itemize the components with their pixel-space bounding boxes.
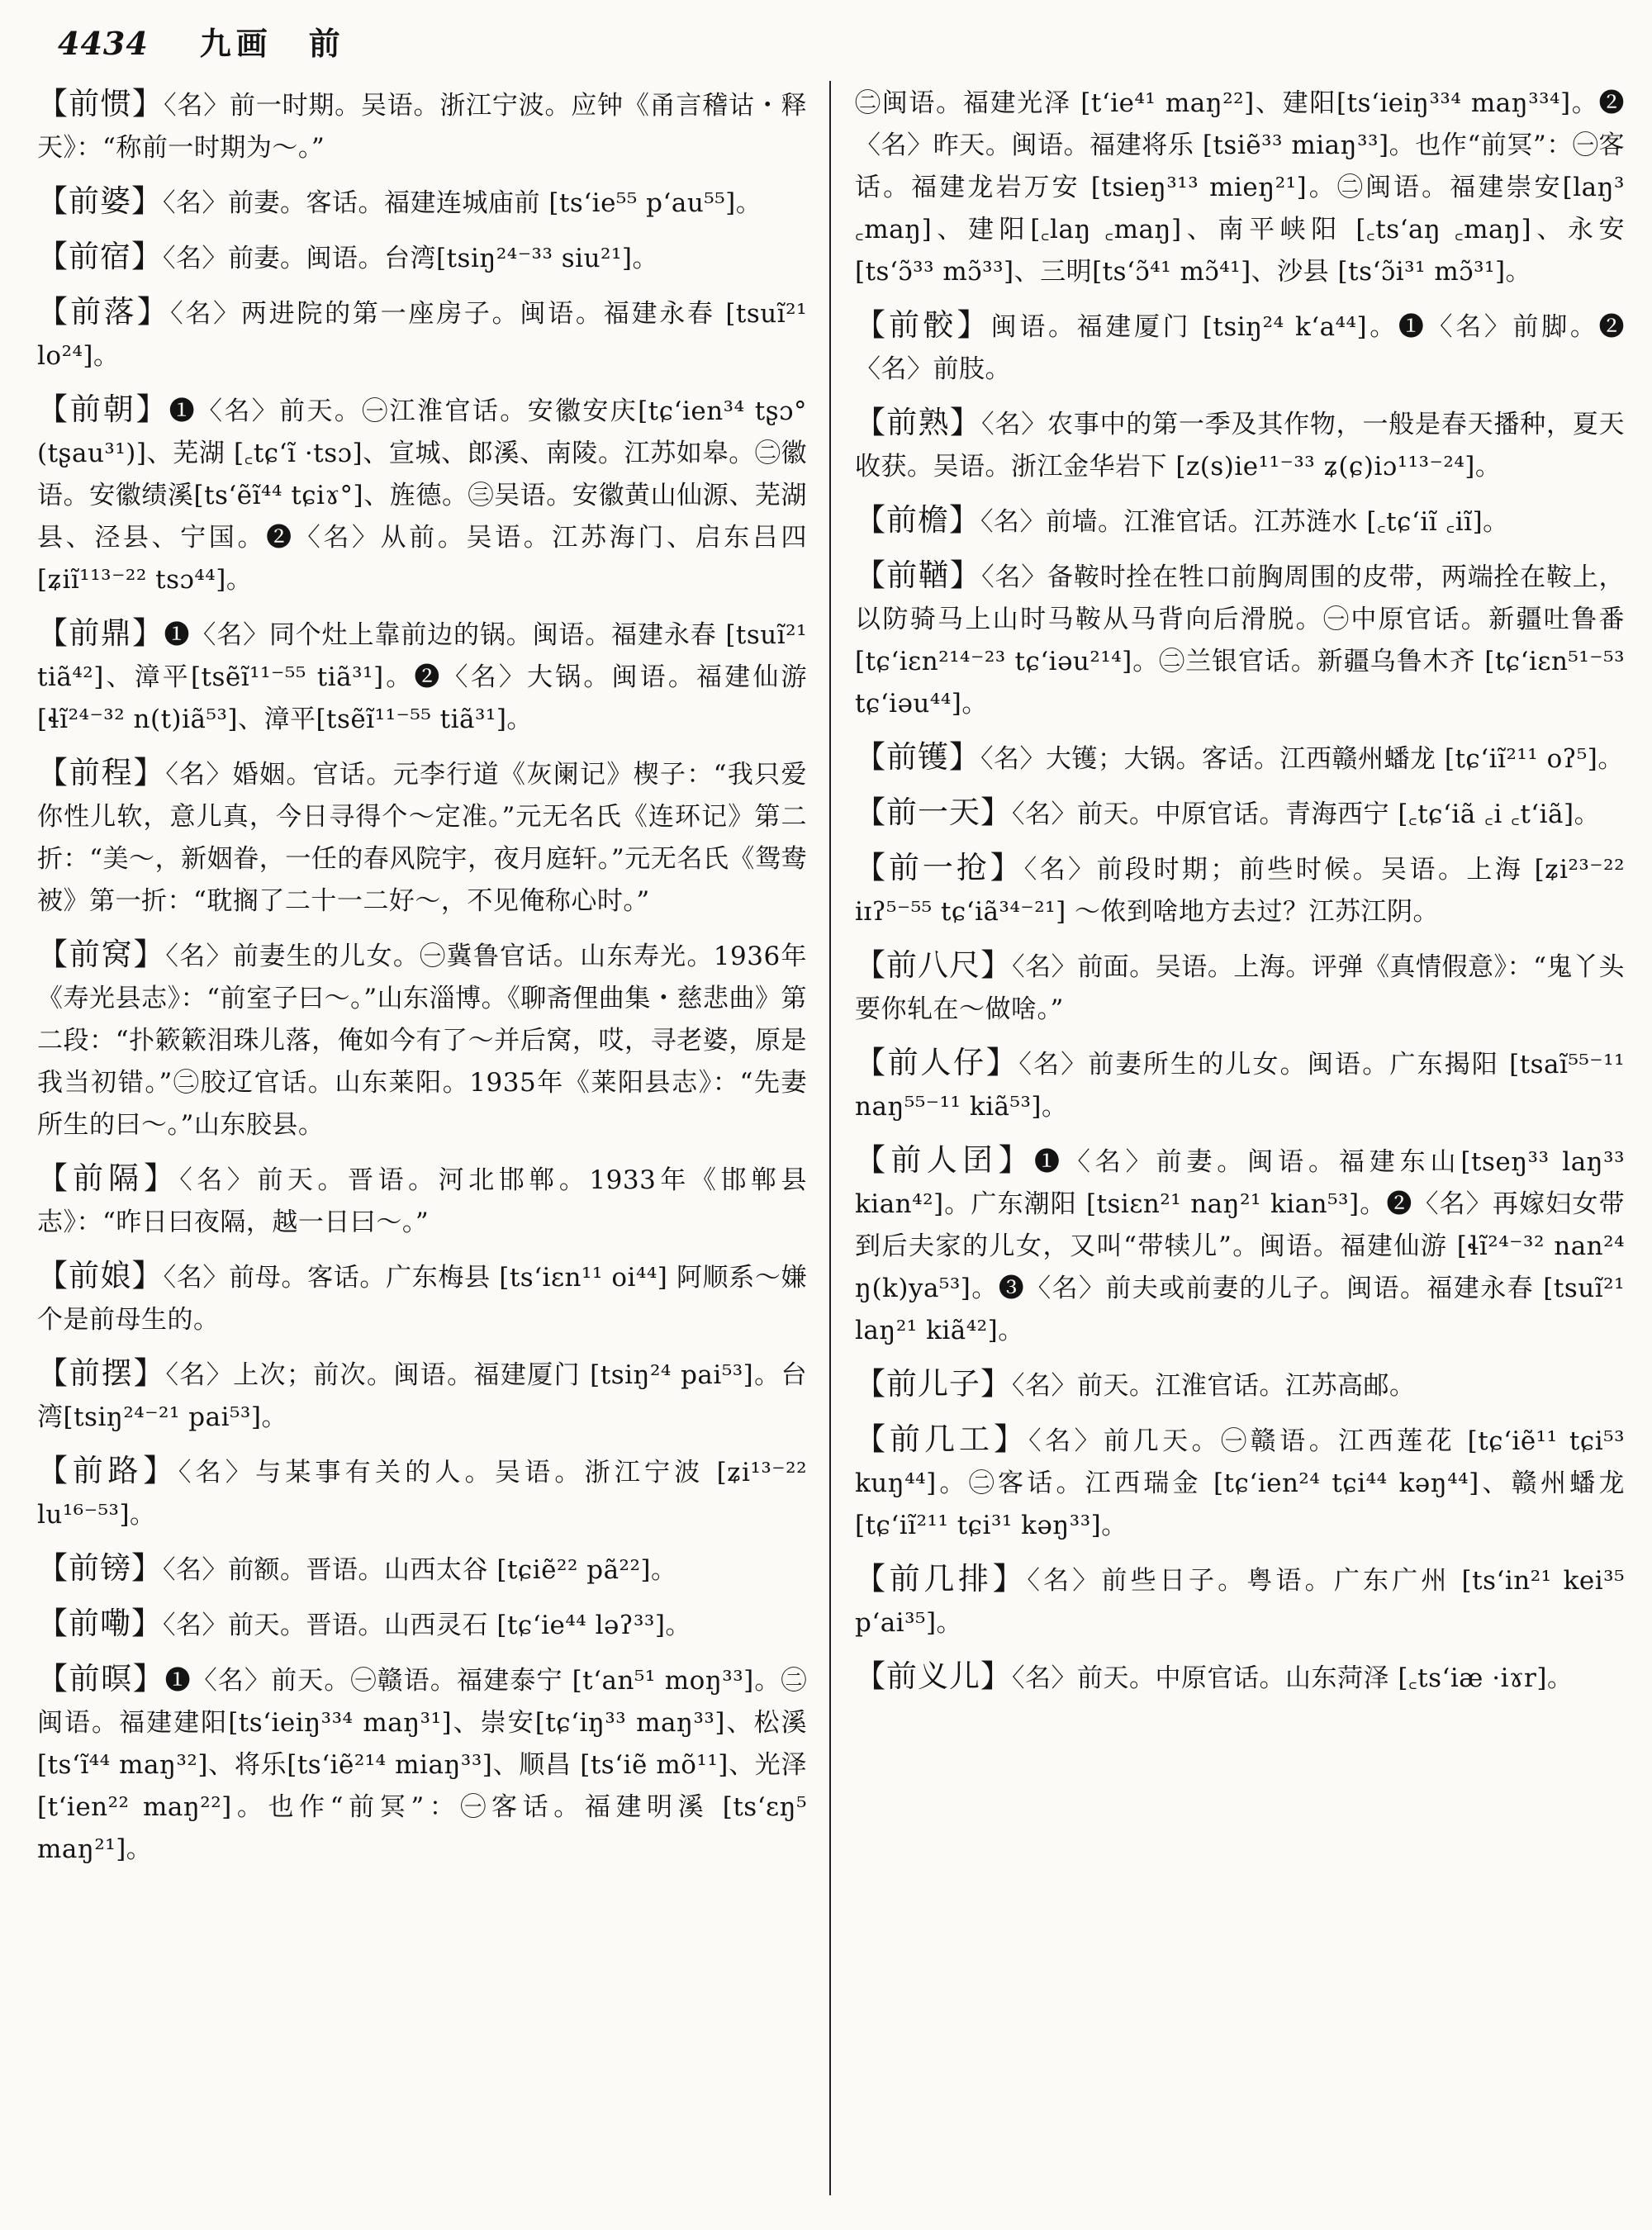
dictionary-entry — [855, 1363, 1625, 1407]
entry-headword: 【 前鼎 】 — [37, 615, 164, 651]
dictionary-entry — [855, 499, 1625, 543]
entry-definition: 〈名〉前些日子。粤语。广东广州 [ts‘in²¹ kei³⁵ p‘ai³⁵]。 — [855, 1566, 1625, 1638]
dictionary-entry — [855, 1139, 1625, 1352]
entry-definition: 〈名〉前天。中原官话。青海西宁 [꜀tɕ‘iã ꜀i ꜀t‘iã]。 — [1012, 799, 1601, 829]
entry-headword: 【 前镬 】 — [855, 739, 980, 775]
entry-definition: 〈名〉前天。中原官话。山东菏泽 [꜀ts‘iæ ·iɤr]。 — [1012, 1663, 1574, 1693]
entry-definition: 〈名〉前妻。闽语。台湾[tsiŋ²⁴⁻³³ siu²¹]。 — [163, 244, 659, 273]
entry-definition: 闽语。福建厦门 [tsiŋ²⁴ k‘a⁴⁴]。❶〈名〉前脚。❷〈名〉前肢。 — [855, 312, 1625, 384]
entry-headword: 【 前隔 】 — [37, 1160, 179, 1196]
dictionary-entry — [37, 933, 807, 1146]
entry-headword: 【 前嘞 】 — [37, 1606, 163, 1641]
entry-headword: 【 前婆 】 — [37, 183, 163, 219]
entry-definition: 〈名〉上次；前次。闽语。福建厦门 [tsiŋ²⁴ pai⁵³]。台湾[tsiŋ²⁴⁻²¹ pai⁵³]。 — [37, 1360, 807, 1432]
entry-headword: 【 前一天 】 — [855, 795, 1012, 830]
dictionary-entry — [37, 83, 807, 169]
entry-definition: ㊁闽语。福建光泽 [t‘ie⁴¹ maŋ²²]、建阳[ts‘ieiŋ³³⁴ maŋ³³⁴]。❷〈名〉昨天。闽语。福建将乐 [tsiẽ³³ miaŋ³³]。也作“前冥”：㊀客话。福建龙岩万安 [tsieŋ³¹³ mieŋ²¹]。㊁闽语。福建崇安[laŋ³ ꜀maŋ]、建阳[꜀laŋ ꜀maŋ]、南平峡阳 [꜀ts‘aŋ ꜀maŋ]、永安 [ts‘ɔ̃³³ mɔ̃³³]、三明[ts‘ɔ̃⁴¹ mɔ̃⁴¹]、沙县 [ts‘ɔ̃i³¹ mɔ̃³¹]。 — [855, 88, 1625, 287]
dictionary-entry — [855, 304, 1625, 391]
entry-headword: 【 前一抢 】 — [855, 850, 1024, 885]
entry-headword: 【 前路 】 — [37, 1453, 178, 1488]
dictionary-entry — [37, 1450, 807, 1536]
entry-headword: 【 前几排 】 — [855, 1561, 1027, 1597]
entry-definition: 〈名〉农事中的第一季及其作物，一般是春天播种，夏天收获。吴语。浙江金华岩下 [z(s)ie¹¹⁻³³ ʑ(ɕ)iɔ¹¹³⁻²⁴]。 — [855, 410, 1625, 482]
entry-definition: 〈名〉前几天。㊀赣语。江西莲花 [tɕ‘iẽ¹¹ tɕi⁵³ kuŋ⁴⁴]。㊁客话。江西瑞金 [tɕ‘ien²⁴ tɕi⁴⁴ kəŋ⁴⁴]、赣州蟠龙 [tɕ‘iĩ²¹¹ tɕi³¹ kəŋ³³]。 — [855, 1426, 1625, 1540]
entry-headword: 【 前惯 】 — [37, 86, 164, 121]
entry-headword: 【 前娘 】 — [37, 1258, 164, 1293]
entry-headword: 【 前人仔 】 — [855, 1045, 1018, 1080]
entry-headword: 【 前几工 】 — [855, 1421, 1028, 1457]
entry-definition: 〈名〉前面。吴语。上海。评弹《真情假意》：“鬼丫头要你轧在～做啥。” — [855, 952, 1625, 1024]
dictionary-entry — [37, 235, 807, 280]
dictionary-entry — [37, 1658, 807, 1871]
dictionary-entry — [855, 791, 1625, 836]
entry-definition: 〈名〉前妻生的儿女。㊀冀鲁官话。山东寿光。1936年《寿光县志》：“前室子曰～。”山东淄博。《聊斋俚曲集・慈悲曲》第二段：“扑簌簌泪珠儿落，俺如今有了～并后窝，哎，寻老婆，原是我当初错。”㊁胶辽官话。山东莱阳。1935年《莱阳县志》：“先妻所生的曰～。”山东胶县。 — [37, 942, 807, 1140]
entry-headword: 【 前镑 】 — [37, 1550, 163, 1586]
entry-definition: 〈名〉前母。客话。广东梅县 [ts‘iɛn¹¹ oi⁴⁴] 阿顺系～嫌个是前母生的。 — [37, 1263, 807, 1335]
entry-headword: 【 前暝 】 — [37, 1661, 165, 1696]
entry-headword: 【 前朝 】 — [37, 391, 169, 427]
entry-definition: 〈名〉前天。江淮官话。江苏高邮。 — [1012, 1371, 1416, 1401]
dictionary-entry — [37, 1547, 807, 1592]
entry-headword: 【 前熟 】 — [855, 405, 981, 440]
entry-definition: 〈名〉前妻所生的儿女。闽语。广东揭阳 [tsaĩ⁵⁵⁻¹¹ naŋ⁵⁵⁻¹¹ kiã⁵³]。 — [855, 1050, 1625, 1122]
entry-definition: 〈名〉与某事有关的人。吴语。浙江宁波 [ʑi¹³⁻²² lu¹⁶⁻⁵³]。 — [37, 1458, 807, 1530]
entry-headword: 【 前义儿 】 — [855, 1658, 1012, 1694]
page-header — [58, 18, 345, 68]
dictionary-entry — [37, 388, 807, 601]
column-divider — [829, 81, 831, 2195]
entry-headword: 【 前程 】 — [37, 755, 165, 790]
dictionary-entry — [37, 1352, 807, 1439]
entry-definition: ❶〈名〉前天。㊀赣语。福建泰宁 [t‘an⁵¹ moŋ³³]。㊁闽语。福建建阳[ts‘ieiŋ³³⁴ maŋ³¹]、崇安[tɕ‘iŋ³³ maŋ³³]、松溪[ts‘ĩ⁴⁴ maŋ³²]、将乐[ts‘iẽ²¹⁴ miaŋ³³]、顺昌 [ts‘iẽ mõ¹¹]、光泽[t‘ien²² maŋ²²]。也作“前冥”：㊀客话。福建明溪 [ts‘ɛŋ⁵ maŋ²¹]。 — [37, 1666, 807, 1864]
dictionary-entry — [37, 752, 807, 923]
entry-definition: ❶〈名〉前天。㊀江淮官话。安徽安庆[tɕ‘ien³⁴ tʂɔ°(tʂau³¹)]、芜湖 [꜀tɕ‘ĩ ·tsɔ]、宣城、郎溪、南陵。江苏如皋。㊁徽语。安徽绩溪[ts‘ẽĩ⁴⁴ tɕiɤ°]、旌德。㊂吴语。安徽黄山仙源、芜湖县、泾县、宁国。❷〈名〉从前。吴语。江苏海门、启东吕四[ʑiĩ¹¹³⁻²² tsɔ⁴⁴]。 — [37, 396, 807, 595]
entry-headword: 【 前落 】 — [37, 294, 170, 330]
dictionary-entry — [855, 1041, 1625, 1128]
dictionary-entry — [855, 944, 1625, 1031]
entry-definition: 〈名〉前段时期；前些时候。吴语。上海 [ʑi²³⁻²² iɪʔ⁵⁻⁵⁵ tɕ‘iã³⁴⁻²¹] ～侬到啥地方去过？江苏江阴。 — [855, 855, 1625, 927]
dictionary-entry — [855, 1655, 1625, 1700]
entry-headword: 【 前檐 】 — [855, 502, 980, 538]
entry-headword: 【 前窝 】 — [37, 937, 165, 972]
dictionary-entry — [855, 83, 1625, 293]
entry-definition: ❶〈名〉前妻。闽语。福建东山[tseŋ³³ laŋ³³ kian⁴²]。广东潮阳 [tsiɛn²¹ naŋ²¹ kian⁵³]。❷〈名〉再嫁妇女带到后夫家的儿女，又叫“带犊儿”。闽语。福建仙游 [ɬĩ²⁴⁻³² nan²⁴ ŋ(k)ya⁵³]。❸〈名〉前夫或前妻的儿子。闽语。福建永春 [tsuĩ²¹ laŋ²¹ kiã⁴²]。 — [855, 1147, 1625, 1345]
entry-definition: 〈名〉前墙。江淮官话。江苏涟水 [꜀tɕ‘iĩ ꜀iĩ]。 — [980, 507, 1509, 537]
entry-definition: 〈名〉两进院的第一座房子。闽语。福建永春 [tsuĩ²¹ lo²⁴]。 — [37, 299, 807, 371]
dictionary-entry — [855, 1558, 1625, 1644]
entry-headword: 【 前骹 】 — [855, 307, 991, 343]
left-column — [37, 83, 807, 2213]
entry-headword: 【 前摆 】 — [37, 1355, 166, 1391]
entry-definition: 〈名〉备鞍时拴在牲口前胸周围的皮带，两端拴在鞍上，以防骑马上山时马鞍从马背向后滑脱。㊀中原官话。新疆吐鲁番 [tɕ‘iɛn²¹⁴⁻²³ tɕ‘iəu²¹⁴]。㊁兰银官话。新疆乌鲁木齐 [tɕ‘iɛn⁵¹⁻⁵³ tɕ‘iəu⁴⁴]。 — [855, 562, 1625, 719]
dictionary-entry — [855, 554, 1625, 725]
entry-definition: 〈名〉前天。晋语。山西灵石 [tɕ‘ie⁴⁴ ləʔ³³]。 — [163, 1611, 691, 1640]
entry-definition: ❶〈名〉同个灶上靠前边的锅。闽语。福建永春 [tsuĩ²¹ tiã⁴²]、漳平[tsẽĩ¹¹⁻⁵⁵ tiã³¹]。❷〈名〉大锅。闽语。福建仙游[ɬĩ²⁴⁻³² n(t)iã⁵³]、漳平[tsẽĩ¹¹⁻⁵⁵ tiã³¹]。 — [37, 620, 807, 734]
entry-headword: 【 前八尺 】 — [855, 947, 1012, 983]
entry-definition: 〈名〉前妻。客话。福建连城庙前 [ts‘ie⁵⁵ p‘au⁵⁵]。 — [163, 188, 762, 218]
dictionary-entry — [855, 1418, 1625, 1547]
dictionary-entry — [37, 612, 807, 741]
entry-definition: 〈名〉前一时期。吴语。浙江宁波。应钟《甬言稽诂・释天》：“称前一时期为～。” — [37, 91, 807, 163]
entry-definition: 〈名〉婚姻。官话。元李行道《灰阑记》楔子：“我只爱你性儿软，意儿真，今日寻得个～定准。”元无名氏《连环记》第二折：“美～，新姻眷，一任的春风院宇，夜月庭轩。”元无名氏《鸳鸯被》第一折：“耽搁了二十一二好～，不见俺称心时。” — [37, 760, 807, 916]
entry-headword: 【 前鞧 】 — [855, 558, 981, 593]
right-column — [855, 83, 1625, 2213]
dictionary-entry — [37, 1602, 807, 1647]
dictionary-entry — [37, 1157, 807, 1244]
page-number: 4434 — [58, 25, 149, 62]
running-head: 九画 前 — [199, 25, 345, 62]
dictionary-entry — [37, 1255, 807, 1341]
dictionary-entry — [855, 736, 1625, 780]
entry-headword: 【 前宿 】 — [37, 239, 163, 274]
entry-definition: 〈名〉大镬；大锅。客话。江西赣州蟠龙 [tɕ‘iĩ²¹¹ oʔ⁵]。 — [980, 744, 1624, 774]
entry-definition: 〈名〉前额。晋语。山西太谷 [tɕiẽ²² pã²²]。 — [163, 1555, 677, 1585]
dictionary-entry — [37, 291, 807, 377]
dictionary-entry — [855, 401, 1625, 488]
entry-headword: 【 前人囝 】 — [855, 1142, 1034, 1178]
dictionary-entry — [855, 847, 1625, 933]
entry-definition: 〈名〉前天。晋语。河北邯郸。1933年《邯郸县志》：“昨日曰夜隔，越一日曰～。” — [37, 1165, 807, 1237]
dictionary-entry — [37, 180, 807, 225]
entry-headword: 【 前儿子 】 — [855, 1366, 1012, 1402]
